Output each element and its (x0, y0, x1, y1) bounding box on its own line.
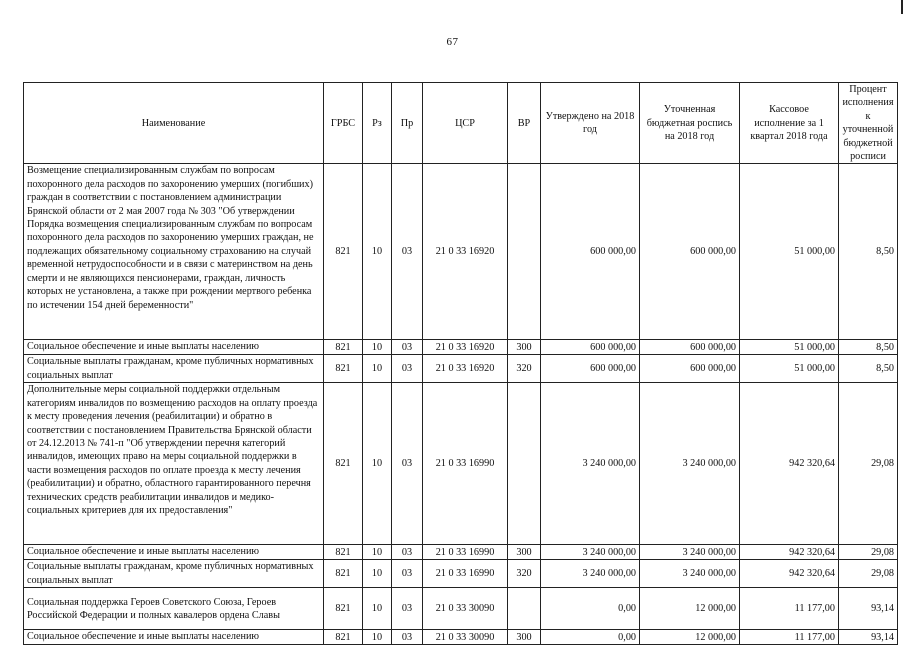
cell-percent: 29,08 (839, 383, 898, 545)
cell-vr: 300 (508, 630, 541, 645)
table-row (24, 340, 898, 355)
cell-pr: 03 (392, 560, 423, 588)
cell-specified: 600 000,00 (640, 340, 740, 355)
cell-csr: 21 0 33 16920 (423, 340, 508, 355)
cell-name: Социальные выплаты гражданам, кроме публичных нормативных социальных выплат (24, 355, 324, 383)
cell-vr: 300 (508, 340, 541, 355)
cell-csr: 21 0 33 16990 (423, 383, 508, 545)
table-row (24, 560, 898, 588)
cell-specified: 3 240 000,00 (640, 383, 740, 545)
cell-name: Социальное обеспечение и иные выплаты населению (24, 545, 324, 560)
cell-csr: 21 0 33 16990 (423, 560, 508, 588)
cell-approved: 3 240 000,00 (541, 560, 640, 588)
cell-approved: 600 000,00 (541, 340, 640, 355)
cell-grbs: 821 (324, 340, 363, 355)
cell-percent: 8,50 (839, 355, 898, 383)
header-name: Наименование (24, 83, 324, 164)
cell-name: Социальное обеспечение и иные выплаты населению (24, 340, 324, 355)
cell-pr: 03 (392, 355, 423, 383)
cell-cash: 942 320,64 (740, 545, 839, 560)
table-row (24, 588, 898, 630)
cell-approved: 0,00 (541, 630, 640, 645)
cell-grbs: 821 (324, 560, 363, 588)
cell-name: Дополнительные меры социальной поддержки отдельным категориям инвалидов по возмещению расходов на оплату проезда к месту проведения лечения (реабилитации) и обратно в соответствии с постановлением Правительства Брянской области от 24.12.2013 № 741-п "Об утверждении перечня категорий инвалидов, имеющих право на меры социальной поддержки в части возмещения расходов по оплате проезда к месту лечения (реабилитации) и обратно, областного гарантированного перечня технических средств реабилитации инвалидов и медико-социальных критериев для их предоставления" (24, 383, 324, 545)
cell-cash: 51 000,00 (740, 164, 839, 340)
cell-specified: 3 240 000,00 (640, 560, 740, 588)
cell-percent: 93,14 (839, 588, 898, 630)
cell-specified: 600 000,00 (640, 164, 740, 340)
table-row (24, 383, 898, 545)
cell-rz: 10 (363, 560, 392, 588)
cell-vr (508, 383, 541, 545)
cell-rz: 10 (363, 355, 392, 383)
cell-grbs: 821 (324, 588, 363, 630)
cell-percent: 93,14 (839, 630, 898, 645)
cell-rz: 10 (363, 588, 392, 630)
cell-pr: 03 (392, 588, 423, 630)
cell-rz: 10 (363, 383, 392, 545)
cell-percent: 8,50 (839, 164, 898, 340)
cell-approved: 3 240 000,00 (541, 545, 640, 560)
header-cash: Кассовое исполнение за 1 квартал 2018 года (740, 83, 839, 164)
cell-vr: 300 (508, 545, 541, 560)
cell-specified: 600 000,00 (640, 355, 740, 383)
cell-approved: 600 000,00 (541, 355, 640, 383)
header-approved: Утверждено на 2018 год (541, 83, 640, 164)
cell-cash: 11 177,00 (740, 630, 839, 645)
cell-percent: 29,08 (839, 560, 898, 588)
cell-name: Социальные выплаты гражданам, кроме публичных нормативных социальных выплат (24, 560, 324, 588)
cell-specified: 3 240 000,00 (640, 545, 740, 560)
cell-vr (508, 164, 541, 340)
cell-cash: 942 320,64 (740, 383, 839, 545)
cell-csr: 21 0 33 30090 (423, 630, 508, 645)
cell-grbs: 821 (324, 164, 363, 340)
cell-name: Возмещение специализированным службам по вопросам похоронного дела расходов по захоронению умерших (погибших) граждан в соответствии с постановлением администрации Брянской области от 2 мая 2007 года № 303 "Об утверждении Порядка возмещения специализированным службам по вопросам похоронного дела расходов по захоронению умерших граждан, не подлежащих обязательному социальному страхованию на случай временной нетрудоспособности и в связи с материнством на день смерти и не являющихся пенсионерами, граждан, личность которых не установлена, а также при рождении мертвого ребенка по истечении 154 дней беременности" (24, 164, 324, 340)
budget-execution-table (23, 82, 898, 645)
cell-rz: 10 (363, 630, 392, 645)
cell-vr: 320 (508, 355, 541, 383)
cell-rz: 10 (363, 340, 392, 355)
cell-approved: 3 240 000,00 (541, 383, 640, 545)
header-vr: ВР (508, 83, 541, 164)
cell-cash: 942 320,64 (740, 560, 839, 588)
cell-percent: 29,08 (839, 545, 898, 560)
header-pr: Пр (392, 83, 423, 164)
cell-csr: 21 0 33 16920 (423, 355, 508, 383)
cell-name: Социальное обеспечение и иные выплаты населению (24, 630, 324, 645)
header-grbs: ГРБС (324, 83, 363, 164)
cell-csr: 21 0 33 30090 (423, 588, 508, 630)
page-edge-mark (901, 0, 903, 14)
cell-approved: 0,00 (541, 588, 640, 630)
table-header-row (24, 83, 898, 164)
cell-pr: 03 (392, 383, 423, 545)
table-row (24, 545, 898, 560)
cell-cash: 51 000,00 (740, 355, 839, 383)
header-rz: Рз (363, 83, 392, 164)
cell-pr: 03 (392, 340, 423, 355)
cell-rz: 10 (363, 545, 392, 560)
page-number: 67 (446, 36, 459, 48)
cell-percent: 8,50 (839, 340, 898, 355)
header-csr: ЦСР (423, 83, 508, 164)
cell-grbs: 821 (324, 383, 363, 545)
cell-vr (508, 588, 541, 630)
cell-specified: 12 000,00 (640, 630, 740, 645)
cell-pr: 03 (392, 630, 423, 645)
table-row (24, 630, 898, 645)
cell-vr: 320 (508, 560, 541, 588)
table-row (24, 355, 898, 383)
cell-csr: 21 0 33 16990 (423, 545, 508, 560)
cell-cash: 11 177,00 (740, 588, 839, 630)
header-percent: Процент исполнения к уточненной бюджетной росписи (839, 83, 898, 164)
cell-pr: 03 (392, 164, 423, 340)
cell-grbs: 821 (324, 630, 363, 645)
cell-cash: 51 000,00 (740, 340, 839, 355)
cell-rz: 10 (363, 164, 392, 340)
cell-name: Социальная поддержка Героев Советского Союза, Героев Российской Федерации и полных кавалеров ордена Славы (24, 588, 324, 630)
cell-grbs: 821 (324, 545, 363, 560)
cell-approved: 600 000,00 (541, 164, 640, 340)
cell-specified: 12 000,00 (640, 588, 740, 630)
header-specified: Уточненная бюджетная роспись на 2018 год (640, 83, 740, 164)
table-row (24, 164, 898, 340)
cell-pr: 03 (392, 545, 423, 560)
cell-grbs: 821 (324, 355, 363, 383)
cell-csr: 21 0 33 16920 (423, 164, 508, 340)
